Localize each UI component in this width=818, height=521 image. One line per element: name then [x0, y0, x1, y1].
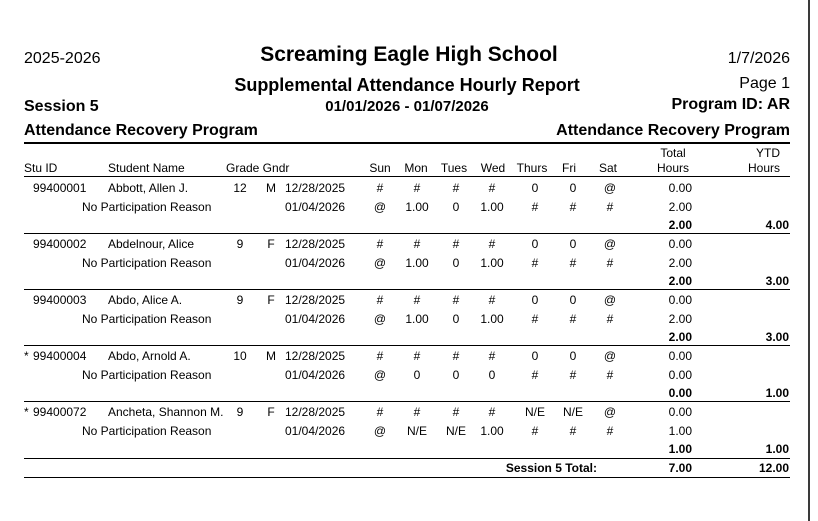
participation-reason: No Participation Reason	[82, 367, 212, 382]
student-total-hours: 1.00	[668, 442, 692, 456]
student-grade: 12	[233, 181, 247, 195]
day-mon: 1.00	[405, 255, 429, 270]
day-wed: #	[488, 293, 496, 307]
session-total-hours: 7.00	[668, 461, 692, 475]
session-label: Session 5	[24, 98, 99, 115]
day-tues: #	[452, 237, 460, 251]
student-separator	[24, 345, 790, 346]
day-wed: 0	[488, 367, 496, 382]
student-name: Ancheta, Shannon M.	[108, 405, 224, 419]
school-name: Screaming Eagle High School	[260, 43, 558, 66]
day-thurs: 0	[531, 349, 539, 363]
student-id: 99400002	[33, 237, 87, 251]
day-tues: #	[452, 293, 460, 307]
day-sat: #	[606, 199, 614, 214]
day-wed: #	[488, 181, 496, 195]
col-grade-gndr: Grade Gndr	[226, 161, 290, 175]
day-thurs: 0	[531, 237, 539, 251]
day-sat: #	[606, 311, 614, 326]
day-fri: 0	[569, 181, 577, 195]
col-stu-id: Stu ID	[24, 161, 58, 175]
school-year: 2025-2026	[24, 50, 101, 67]
day-mon: 0	[413, 367, 421, 382]
day-fri: #	[569, 199, 577, 214]
week-date: 12/28/2025	[285, 349, 346, 363]
program-name-left: Attendance Recovery Program	[24, 122, 258, 139]
week-hours: 0.00	[668, 237, 692, 251]
day-tues: 0	[452, 255, 460, 270]
day-fri: #	[569, 255, 577, 270]
day-thurs: #	[531, 367, 539, 382]
day-sun: #	[376, 293, 384, 307]
day-tues: #	[452, 181, 460, 195]
week-date: 12/28/2025	[285, 181, 346, 195]
week-date: 12/28/2025	[285, 293, 346, 307]
student-name: Abdo, Arnold A.	[108, 349, 191, 363]
report-date: 1/7/2026	[727, 50, 790, 67]
date-range: 01/01/2026 - 01/07/2026	[325, 98, 489, 115]
col-fri: Fri	[562, 161, 576, 175]
day-mon: 1.00	[405, 199, 429, 214]
participation-reason: No Participation Reason	[82, 311, 212, 326]
student-grade: 9	[236, 405, 244, 419]
student-marker: *	[24, 405, 29, 419]
day-sun: @	[373, 311, 387, 326]
header-rule	[24, 142, 790, 144]
col-mon: Mon	[404, 161, 428, 175]
participation-reason: No Participation Reason	[82, 199, 212, 214]
student-ytd-hours: 3.00	[765, 274, 789, 288]
day-sat: #	[606, 423, 614, 438]
day-fri: #	[569, 367, 577, 382]
week-date: 01/04/2026	[285, 255, 346, 270]
participation-reason: No Participation Reason	[82, 423, 212, 438]
day-tues: N/E	[445, 423, 466, 438]
day-fri: 0	[569, 237, 577, 251]
col-total-top: Total	[660, 146, 686, 160]
day-sat: @	[603, 181, 617, 195]
program-name-right: Attendance Recovery Program	[556, 122, 790, 139]
student-total-hours: 2.00	[668, 330, 692, 344]
student-grade: 10	[233, 349, 247, 363]
participation-reason: No Participation Reason	[82, 255, 212, 270]
session-total-label: Session 5 Total:	[505, 461, 597, 475]
day-mon: #	[413, 293, 421, 307]
student-gender: M	[266, 181, 276, 195]
footer-rule-top	[24, 458, 790, 459]
col-wed: Wed	[480, 161, 506, 175]
day-wed: #	[488, 349, 496, 363]
day-fri: 0	[569, 349, 577, 363]
program-id: Program ID: AR	[671, 96, 790, 113]
week-date: 01/04/2026	[285, 199, 346, 214]
day-sun: @	[373, 199, 387, 214]
day-sun: #	[376, 349, 384, 363]
day-fri: #	[569, 423, 577, 438]
day-tues: 0	[452, 199, 460, 214]
student-id: 99400072	[33, 405, 87, 419]
day-mon: #	[413, 237, 421, 251]
day-thurs: #	[531, 311, 539, 326]
col-total-bottom: Hours	[656, 161, 689, 175]
col-student-name: Student Name	[108, 161, 185, 175]
col-sat: Sat	[598, 161, 617, 175]
student-grade: 9	[236, 293, 244, 307]
day-sat: @	[603, 237, 617, 251]
week-date: 01/04/2026	[285, 423, 346, 438]
day-tues: #	[452, 349, 460, 363]
day-sun: #	[376, 405, 384, 419]
week-hours: 1.00	[668, 423, 692, 438]
day-fri: 0	[569, 293, 577, 307]
col-sun: Sun	[369, 161, 391, 175]
day-thurs: #	[531, 255, 539, 270]
student-id: 99400004	[33, 349, 87, 363]
day-thurs: N/E	[524, 405, 545, 419]
col-ytd-bottom: Hours	[747, 161, 780, 175]
day-sat: @	[603, 349, 617, 363]
student-ytd-hours: 3.00	[765, 330, 789, 344]
day-sun: @	[373, 367, 387, 382]
day-fri: #	[569, 311, 577, 326]
day-wed: 1.00	[480, 255, 504, 270]
day-sat: #	[606, 255, 614, 270]
page-label: Page 1	[739, 75, 790, 92]
column-rule	[24, 176, 790, 177]
day-sun: @	[373, 423, 387, 438]
page-edge	[808, 0, 810, 521]
day-mon: N/E	[406, 423, 427, 438]
day-thurs: #	[531, 199, 539, 214]
student-total-hours: 0.00	[668, 386, 692, 400]
student-gender: F	[267, 293, 275, 307]
day-sat: @	[603, 293, 617, 307]
student-name: Abdo, Alice A.	[108, 293, 183, 307]
day-tues: #	[452, 405, 460, 419]
week-hours: 0.00	[668, 293, 692, 307]
student-ytd-hours: 1.00	[765, 442, 789, 456]
week-date: 12/28/2025	[285, 237, 346, 251]
student-separator	[24, 233, 790, 234]
day-thurs: 0	[531, 181, 539, 195]
week-hours: 0.00	[668, 405, 692, 419]
week-hours: 2.00	[668, 311, 692, 326]
col-ytd-top: YTD	[756, 146, 780, 160]
day-thurs: 0	[531, 293, 539, 307]
day-sun: #	[376, 237, 384, 251]
day-wed: #	[488, 237, 496, 251]
day-wed: 1.00	[480, 199, 504, 214]
col-thurs: Thurs	[516, 161, 548, 175]
student-gender: F	[267, 405, 275, 419]
week-date: 12/28/2025	[285, 405, 346, 419]
day-wed: 1.00	[480, 311, 504, 326]
day-thurs: #	[531, 423, 539, 438]
student-total-hours: 2.00	[668, 218, 692, 232]
day-tues: 0	[452, 367, 460, 382]
week-date: 01/04/2026	[285, 367, 346, 382]
student-gender: M	[266, 349, 276, 363]
student-separator	[24, 401, 790, 402]
student-ytd-hours: 1.00	[765, 386, 789, 400]
day-wed: 1.00	[480, 423, 504, 438]
student-gender: F	[267, 237, 275, 251]
day-mon: #	[413, 349, 421, 363]
report-title: Supplemental Attendance Hourly Report	[234, 75, 580, 95]
student-marker: *	[24, 349, 29, 363]
day-sat: #	[606, 367, 614, 382]
student-name: Abdelnour, Alice	[108, 237, 195, 251]
week-hours: 0.00	[668, 367, 692, 382]
day-mon: #	[413, 405, 421, 419]
student-id: 99400001	[33, 181, 87, 195]
week-hours: 2.00	[668, 199, 692, 214]
day-mon: #	[413, 181, 421, 195]
week-hours: 2.00	[668, 255, 692, 270]
col-tues: Tues	[440, 161, 468, 175]
day-sat: @	[603, 405, 617, 419]
student-name: Abbott, Allen J.	[108, 181, 189, 195]
student-id: 99400003	[33, 293, 87, 307]
week-hours: 0.00	[668, 349, 692, 363]
student-ytd-hours: 4.00	[765, 218, 789, 232]
session-total-ytd: 12.00	[758, 461, 789, 475]
student-total-hours: 2.00	[668, 274, 692, 288]
student-grade: 9	[236, 237, 244, 251]
week-hours: 0.00	[668, 181, 692, 195]
day-sun: @	[373, 255, 387, 270]
day-fri: N/E	[562, 405, 583, 419]
day-mon: 1.00	[405, 311, 429, 326]
day-tues: 0	[452, 311, 460, 326]
footer-rule-bottom	[24, 477, 790, 478]
week-date: 01/04/2026	[285, 311, 346, 326]
day-wed: #	[488, 405, 496, 419]
student-separator	[24, 289, 790, 290]
day-sun: #	[376, 181, 384, 195]
